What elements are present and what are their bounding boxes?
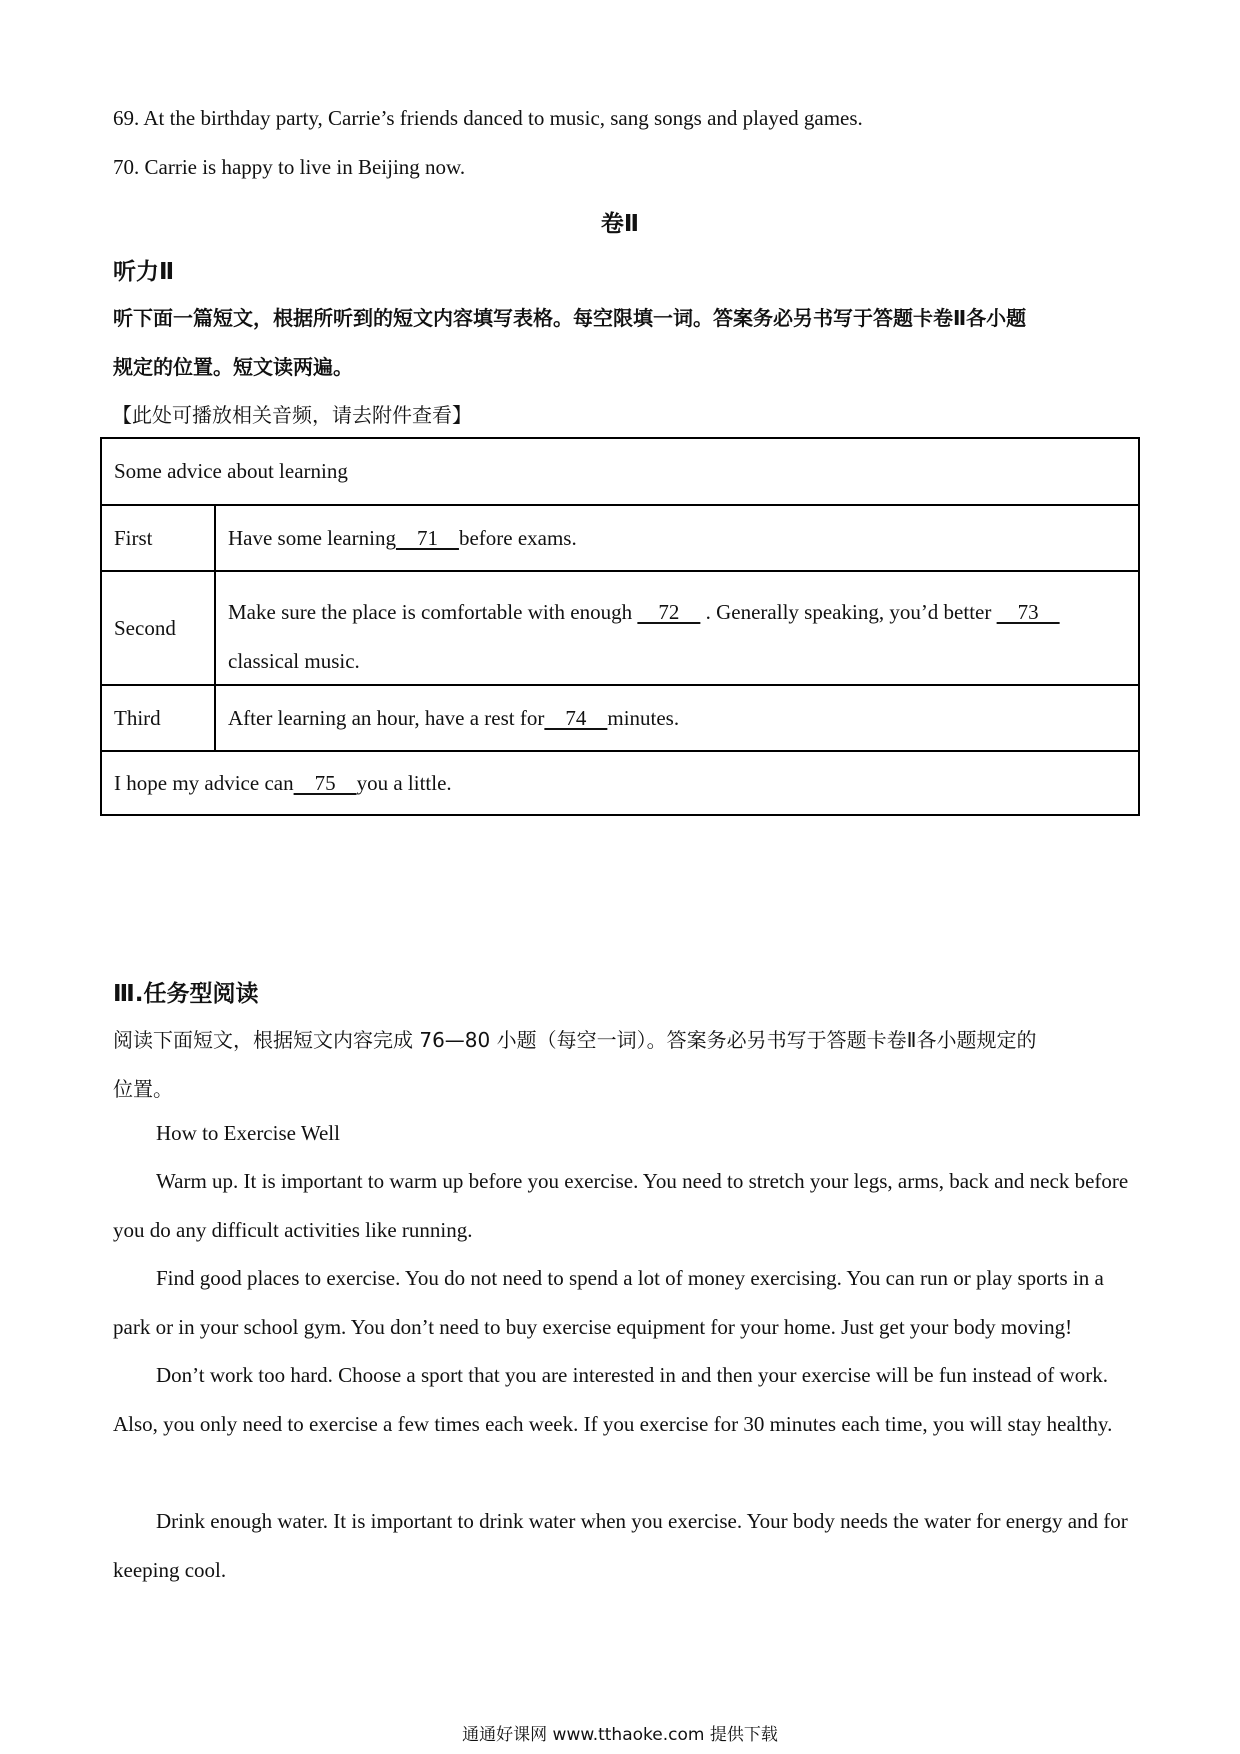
row-label-second: Second: [102, 572, 216, 684]
listening-instruction-cont: 规定的位置。短文读两遍。: [113, 355, 353, 379]
passage-paragraph-2: Find good places to exercise. You do not need to spend a lot of money exercising. You can run or play sports in a park or in your school gym. You don’t need to buy exercise equipment for your home. Just get your body moving!: [113, 1266, 1104, 1339]
listening-instruction: 听下面一篇短文，根据所听到的短文内容填写表格。每空限填一词。答案务必另书写于答题卡卷Ⅱ各小题: [113, 306, 1027, 330]
question-69: 69. At the birthday party, Carrie’s friends danced to music, sang songs and played games.: [113, 106, 863, 130]
table-title-row: [102, 439, 1138, 506]
blank-71: 71: [395, 525, 459, 550]
blank-74: 74: [544, 705, 608, 730]
table-title: Some advice about learning: [114, 459, 348, 483]
row-text: minutes.: [607, 705, 680, 730]
row-text: before exams.: [458, 525, 577, 550]
row-text: Have some learning: [228, 525, 396, 550]
row-content-third: [216, 686, 1138, 750]
passage-paragraph-1: Warm up. It is important to warm up before you exercise. You need to stretch your legs, arms, back and neck before you do any difficult activities like running.: [113, 1169, 1129, 1242]
table-row-second: [102, 572, 1138, 686]
page-footer: 通通好课网 www.tthaoke.com 提供下载: [462, 1725, 778, 1745]
table-closing-row: [102, 752, 1138, 814]
blank-73: 73: [996, 600, 1060, 624]
reading-instruction: 阅读下面短文，根据短文内容完成 76—80 小题（每空一词）。答案务必另书写于答题卡卷Ⅱ各小题规定的: [113, 1028, 1037, 1052]
row-text: After learning an hour, have a rest for: [228, 705, 545, 730]
row-text: . Generally speaking, you’d better: [700, 600, 997, 624]
passage-paragraph-3: Don’t work too hard. Choose a sport that you are interested in and then your exercise will be fun instead of work. Also, you only need to exercise a few times each week. If you exercise for 30 minutes each time, you will stay healthy.: [113, 1363, 1113, 1436]
section-title: 卷Ⅱ: [600, 211, 640, 237]
question-70: 70. Carrie is happy to live in Beijing now.: [113, 155, 466, 179]
row-text: I hope my advice can: [114, 770, 294, 795]
row-content-second: [216, 572, 1138, 684]
row-text: you a little.: [356, 770, 452, 795]
listening-heading: 听力Ⅱ: [113, 259, 175, 285]
table-row-first: [102, 506, 1138, 572]
table-row-third: [102, 686, 1138, 752]
passage-paragraph-4: Drink enough water. It is important to drink water when you exercise. Your body needs the water for energy and for keeping cool.: [113, 1509, 1128, 1582]
row-content-first: [216, 506, 1138, 570]
audio-note: 【此处可播放相关音频，请去附件查看】: [112, 403, 472, 427]
blank-75: 75: [293, 770, 357, 795]
table-closing: [102, 752, 1138, 814]
passage-title: How to Exercise Well: [156, 1121, 340, 1145]
reading-instruction-cont: 位置。: [113, 1077, 173, 1101]
reading-heading: Ⅲ.任务型阅读: [113, 981, 259, 1007]
row-label-third: Third: [102, 686, 216, 750]
row-text: classical music.: [228, 649, 360, 673]
row-label-first: First: [102, 506, 216, 570]
row-text: Make sure the place is comfortable with enough: [228, 600, 638, 624]
advice-table: [100, 437, 1140, 816]
blank-72: 72: [637, 600, 701, 624]
